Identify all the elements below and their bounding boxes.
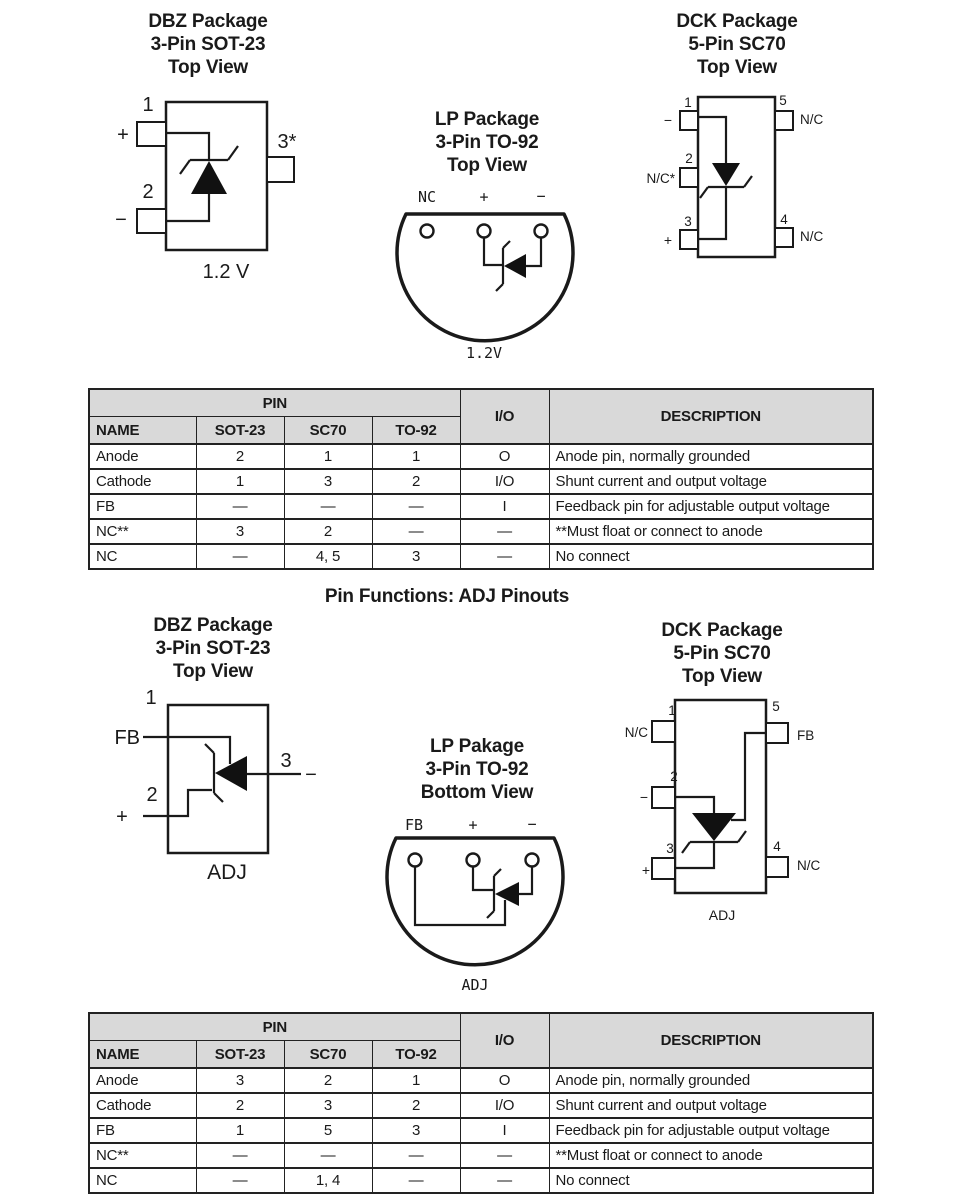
dbz-fixed-title xyxy=(118,10,298,79)
pin-hole-fb xyxy=(409,854,422,867)
pin-hole-nc xyxy=(421,225,434,238)
minus-label: − xyxy=(527,815,537,833)
table-row xyxy=(89,444,873,469)
cell-description: Shunt current and output voltage xyxy=(549,1093,873,1118)
adj-caption: ADJ xyxy=(708,907,736,923)
fb-label: FB xyxy=(114,727,140,749)
plus-label: + xyxy=(117,124,129,146)
cell-sc70: — xyxy=(284,1143,372,1168)
cell-sc70: 3 xyxy=(284,1093,372,1118)
cell-sc70: 4, 5 xyxy=(284,544,372,569)
dbz-adj-title-line3: Top View xyxy=(172,661,254,682)
name-header: NAME xyxy=(89,417,196,445)
pin3-number: 3 xyxy=(666,841,674,856)
plus-label: + xyxy=(479,188,489,206)
lp-fixed-title xyxy=(397,108,577,177)
cell-to92: — xyxy=(372,1143,460,1168)
pin3-number: 3 xyxy=(684,214,692,229)
table-row xyxy=(89,1168,873,1193)
cell-sc70: 5 xyxy=(284,1118,372,1143)
dbz-adj-diagram xyxy=(105,688,325,890)
cell-to92: 3 xyxy=(372,544,460,569)
voltage-caption: 1.2V xyxy=(465,344,503,362)
pin2-number: 2 xyxy=(142,181,154,203)
lp-adj-title xyxy=(387,735,567,804)
cell-io: I xyxy=(460,494,549,519)
cell-description: Anode pin, normally grounded xyxy=(549,444,873,469)
cell-name: Anode xyxy=(89,1068,196,1093)
cell-io: — xyxy=(460,544,549,569)
pin4-number: 4 xyxy=(773,839,781,854)
pin3-number: 3* xyxy=(277,131,297,153)
lp-fixed-diagram xyxy=(395,186,585,366)
dbz-adj-title-line1: DBZ Package xyxy=(153,615,273,636)
pin2-number: 2 xyxy=(670,769,678,784)
cell-description: No connect xyxy=(549,544,873,569)
cell-sot23: 1 xyxy=(196,1118,284,1143)
cell-to92: — xyxy=(372,519,460,544)
sc70-header: SC70 xyxy=(284,417,372,445)
nc-label: NC xyxy=(417,188,437,206)
pin-functions-table-adj xyxy=(88,1012,874,1194)
to92-header: TO-92 xyxy=(372,1041,460,1069)
cell-io: I xyxy=(460,1118,549,1143)
lp-fixed-title-line2: 3-Pin TO-92 xyxy=(435,132,539,153)
nc-label-pin4: N/C xyxy=(797,858,821,873)
dck-adj-diagram xyxy=(623,692,843,928)
cell-sot23: 1 xyxy=(196,469,284,494)
cell-sot23: 3 xyxy=(196,519,284,544)
cell-sc70: 3 xyxy=(284,469,372,494)
pin1-stub xyxy=(652,721,675,742)
cell-description: No connect xyxy=(549,1168,873,1193)
dck-fixed-title-line3: Top View xyxy=(696,57,778,78)
pin-hole-plus xyxy=(478,225,491,238)
cell-io: — xyxy=(460,1168,549,1193)
cell-sc70: 2 xyxy=(284,519,372,544)
cell-to92: 2 xyxy=(372,469,460,494)
pin-hole-minus xyxy=(535,225,548,238)
pin4-number: 4 xyxy=(780,212,788,227)
sc70-header: SC70 xyxy=(284,1041,372,1069)
cell-description: Shunt current and output voltage xyxy=(549,469,873,494)
table-header-row-1 xyxy=(89,389,873,417)
plus-label: + xyxy=(641,862,650,878)
cell-to92: — xyxy=(372,1168,460,1193)
pin2-stub xyxy=(137,209,166,233)
cell-name: Cathode xyxy=(89,1093,196,1118)
pin5-stub xyxy=(766,723,788,743)
nc-label-pin1: N/C xyxy=(624,725,648,740)
lp-adj-diagram xyxy=(393,813,583,998)
package-body xyxy=(168,705,268,853)
sot23-header: SOT-23 xyxy=(196,417,284,445)
cell-sc70: 2 xyxy=(284,1068,372,1093)
io-header: I/O xyxy=(460,389,549,444)
dbz-fixed-title-line1: DBZ Package xyxy=(148,11,268,32)
cell-sot23: 2 xyxy=(196,1093,284,1118)
pin-group-header: PIN xyxy=(89,1013,460,1041)
minus-label: − xyxy=(663,112,672,128)
dbz-adj-title xyxy=(123,614,303,683)
dbz-fixed-diagram xyxy=(105,88,320,288)
pin2-stub xyxy=(680,168,698,187)
lp-fixed-title-line1: LP Package xyxy=(434,109,540,130)
table-row xyxy=(89,1143,873,1168)
pin-hole-plus xyxy=(467,854,480,867)
voltage-caption: 1.2 V xyxy=(202,261,250,283)
cell-sot23: 2 xyxy=(196,444,284,469)
lp-adj-title-line3: Bottom View xyxy=(420,782,534,803)
dck-fixed-title-line1: DCK Package xyxy=(676,11,798,32)
table-row xyxy=(89,469,873,494)
cell-name: NC xyxy=(89,1168,196,1193)
cell-sc70: — xyxy=(284,494,372,519)
cell-io: — xyxy=(460,1143,549,1168)
pin3-number: 3 xyxy=(280,750,292,772)
cell-io: O xyxy=(460,1068,549,1093)
cell-sot23: — xyxy=(196,1143,284,1168)
pin2-stub xyxy=(652,787,675,808)
cell-name: NC** xyxy=(89,1143,196,1168)
package-body xyxy=(698,97,775,257)
dck-fixed-title xyxy=(647,10,827,79)
pin-hole-minus xyxy=(526,854,539,867)
pin1-number: 1 xyxy=(145,687,157,709)
table-row xyxy=(89,1118,873,1143)
pin1-number: 1 xyxy=(142,94,154,116)
dck-adj-title-line2: 5-Pin SC70 xyxy=(673,643,771,664)
cell-to92: 1 xyxy=(372,1068,460,1093)
cell-to92: — xyxy=(372,494,460,519)
pin3-stub xyxy=(680,230,698,249)
cell-name: Cathode xyxy=(89,469,196,494)
cell-sot23: — xyxy=(196,494,284,519)
nc-label-pin4: N/C xyxy=(800,229,824,244)
cell-io: O xyxy=(460,444,549,469)
dck-adj-title-line1: DCK Package xyxy=(661,620,783,641)
pin2-number: 2 xyxy=(146,784,158,806)
dck-adj-title-line3: Top View xyxy=(681,666,763,687)
table-header-row-1 xyxy=(89,1013,873,1041)
dck-fixed-diagram xyxy=(628,90,843,265)
plus-label: + xyxy=(663,232,672,248)
cell-name: Anode xyxy=(89,444,196,469)
cell-sc70: 1, 4 xyxy=(284,1168,372,1193)
cell-io: I/O xyxy=(460,469,549,494)
cell-name: FB xyxy=(89,1118,196,1143)
cell-description: Feedback pin for adjustable output voltage xyxy=(549,494,873,519)
cell-name: FB xyxy=(89,494,196,519)
dbz-adj-title-line2: 3-Pin SOT-23 xyxy=(155,638,271,659)
table-row xyxy=(89,494,873,519)
description-header: DESCRIPTION xyxy=(549,389,873,444)
cell-description: Anode pin, normally grounded xyxy=(549,1068,873,1093)
minus-label: − xyxy=(536,187,546,205)
description-header: DESCRIPTION xyxy=(549,1013,873,1068)
pin1-number: 1 xyxy=(668,703,676,718)
section-heading-adj-pinouts: Pin Functions: ADJ Pinouts xyxy=(324,586,570,607)
adj-caption: ADJ xyxy=(461,976,489,994)
cell-to92: 1 xyxy=(372,444,460,469)
table-row xyxy=(89,1093,873,1118)
cell-to92: 3 xyxy=(372,1118,460,1143)
pin1-stub xyxy=(680,111,698,130)
plus-label: + xyxy=(468,816,478,834)
pin5-number: 5 xyxy=(772,699,780,714)
cell-description: **Must float or connect to anode xyxy=(549,1143,873,1168)
pin4-stub xyxy=(766,857,788,877)
cell-description: Feedback pin for adjustable output voltage xyxy=(549,1118,873,1143)
dbz-fixed-title-line2: 3-Pin SOT-23 xyxy=(150,34,266,55)
pin-functions-table-fixed xyxy=(88,388,874,570)
minus-label: − xyxy=(305,764,317,786)
to92-header: TO-92 xyxy=(372,417,460,445)
dck-adj-title xyxy=(632,619,812,688)
dbz-fixed-title-line3: Top View xyxy=(167,57,249,78)
pin1-number: 1 xyxy=(684,95,692,110)
cell-sot23: — xyxy=(196,1168,284,1193)
pin3-stub xyxy=(652,858,675,879)
lp-adj-title-line2: 3-Pin TO-92 xyxy=(425,759,529,780)
plus-label: + xyxy=(116,806,128,828)
pin3-stub xyxy=(267,157,294,182)
io-header: I/O xyxy=(460,1013,549,1068)
pin4-stub xyxy=(775,228,793,247)
fb-label: FB xyxy=(404,816,424,834)
cell-sot23: — xyxy=(196,544,284,569)
lp-fixed-title-line3: Top View xyxy=(446,155,528,176)
cell-to92: 2 xyxy=(372,1093,460,1118)
fb-label: FB xyxy=(797,728,815,743)
nc-star-label: N/C* xyxy=(646,171,675,186)
pin5-stub xyxy=(775,111,793,130)
nc-label-pin5: N/C xyxy=(800,112,824,127)
minus-label: − xyxy=(115,209,127,231)
dck-fixed-title-line2: 5-Pin SC70 xyxy=(688,34,786,55)
pin2-number: 2 xyxy=(685,151,693,166)
cell-name: NC xyxy=(89,544,196,569)
pin5-number: 5 xyxy=(779,93,787,108)
table-row xyxy=(89,1068,873,1093)
table-row xyxy=(89,519,873,544)
pin-group-header: PIN xyxy=(89,389,460,417)
cell-name: NC** xyxy=(89,519,196,544)
minus-label: − xyxy=(639,789,648,805)
cell-description: **Must float or connect to anode xyxy=(549,519,873,544)
cell-sc70: 1 xyxy=(284,444,372,469)
cell-sot23: 3 xyxy=(196,1068,284,1093)
lp-adj-title-line1: LP Pakage xyxy=(430,736,524,757)
name-header: NAME xyxy=(89,1041,196,1069)
adj-caption: ADJ xyxy=(207,861,247,884)
cell-io: — xyxy=(460,519,549,544)
sot23-header: SOT-23 xyxy=(196,1041,284,1069)
cell-io: I/O xyxy=(460,1093,549,1118)
table-row xyxy=(89,544,873,569)
pin1-stub xyxy=(137,122,166,146)
